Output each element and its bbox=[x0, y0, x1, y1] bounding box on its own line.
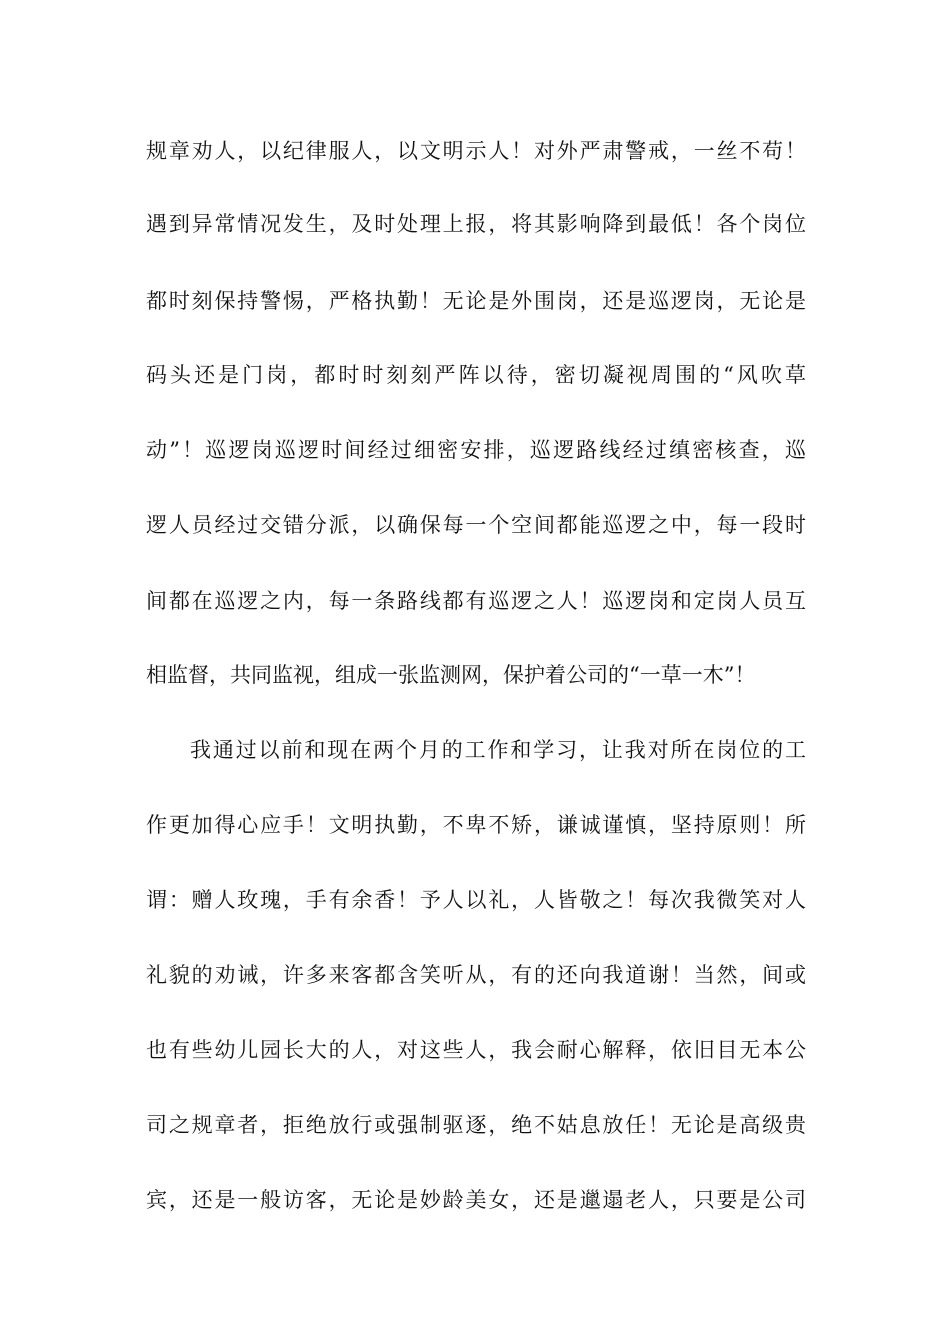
text-line: 谓：赠人玫瑰，手有余香！予人以礼，人皆敬之！每次我微笑对人 bbox=[146, 888, 806, 912]
text-line: 相监督，共同监视，组成一张监测网，保护着公司的“一草一木”！ bbox=[146, 663, 756, 687]
text-line: 规章劝人，以纪律服人，以文明示人！对外严肃警戒，一丝不苟！ bbox=[146, 139, 806, 163]
text-line: 作更加得心应手！文明执勤，不卑不矫，谦诚谨慎，坚持原则！所 bbox=[146, 813, 806, 837]
text-line: 司之规章者，拒绝放行或强制驱逐，绝不姑息放任！无论是高级贵 bbox=[146, 1113, 806, 1137]
text-line: 礼貌的劝诫，许多来客都含笑听从，有的还向我道谢！当然，间或 bbox=[146, 963, 806, 987]
text-line: 也有些幼儿园长大的人，对这些人，我会耐心解释，依旧目无本公 bbox=[146, 1038, 806, 1062]
text-line: 都时刻保持警惕，严格执勤！无论是外围岗，还是巡逻岗，无论是 bbox=[146, 289, 806, 313]
text-line: 逻人员经过交错分派，以确保每一个空间都能巡逻之中，每一段时 bbox=[146, 513, 806, 537]
text-line: 码头还是门岗，都时时刻刻严阵以待，密切凝视周围的“风吹草 bbox=[146, 363, 806, 387]
paragraph-first-line: 我通过以前和现在两个月的工作和学习，让我对所在岗位的工 bbox=[190, 738, 806, 762]
text-line: 间都在巡逻之内，每一条路线都有巡逻之人！巡逻岗和定岗人员互 bbox=[146, 589, 806, 613]
text-line: 宾，还是一般访客，无论是妙龄美女，还是邋遢老人，只要是公司 bbox=[146, 1188, 806, 1212]
text-line: 遇到异常情况发生，及时处理上报，将其影响降到最低！各个岗位 bbox=[146, 212, 806, 236]
text-line: 动”！巡逻岗巡逻时间经过细密安排，巡逻路线经过缜密核查，巡 bbox=[146, 438, 806, 462]
